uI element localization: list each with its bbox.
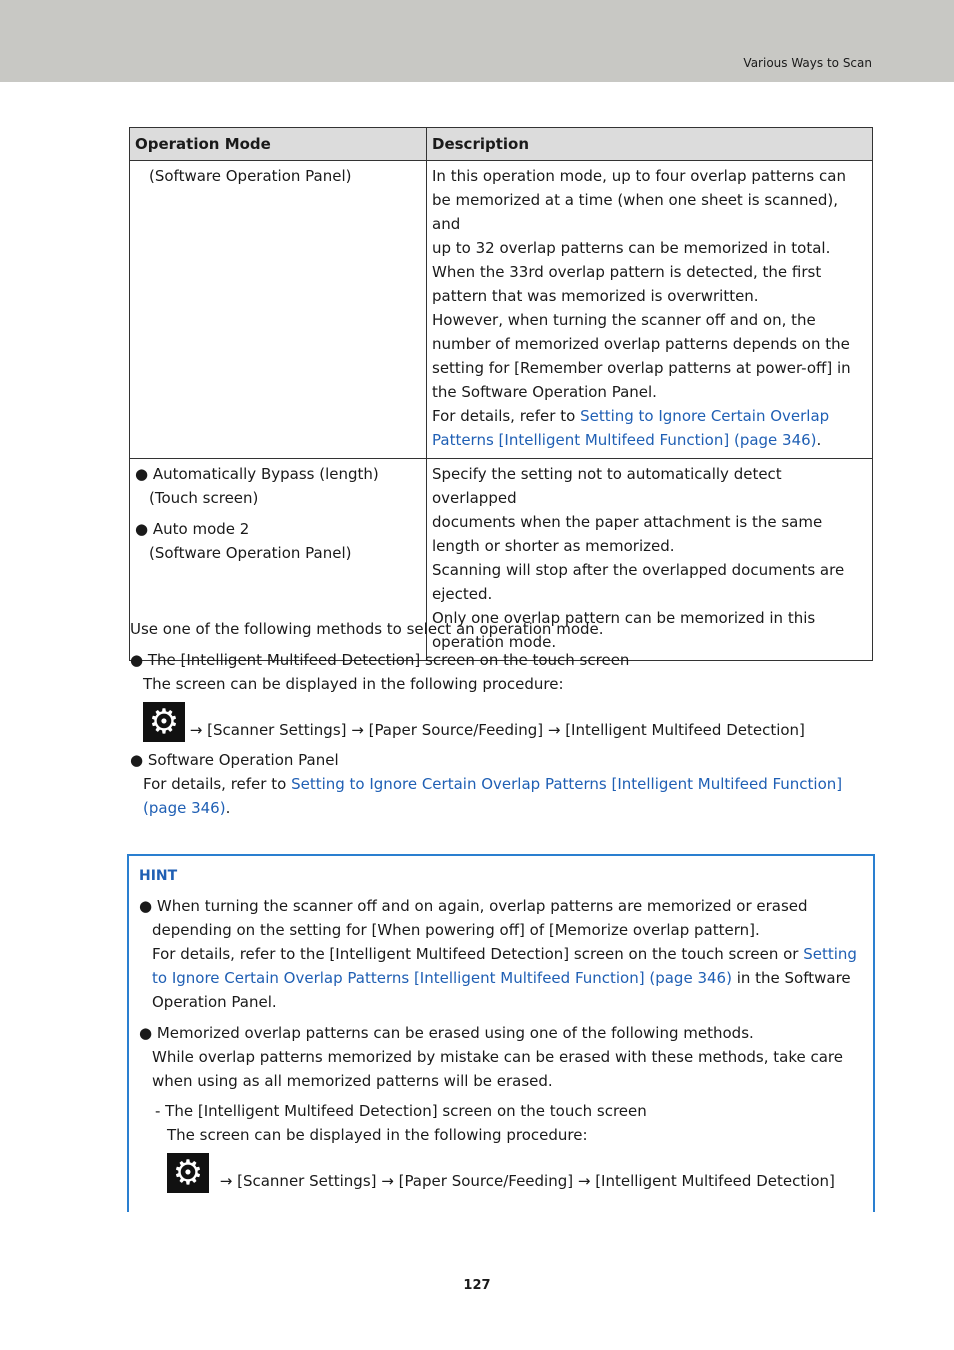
selection-methods bbox=[130, 617, 880, 820]
description-line: Only one overlap pattern can be memorized in this bbox=[432, 609, 816, 627]
method-bullet: ● Software Operation Panel bbox=[130, 751, 339, 769]
hint-text-prefix: For details, refer to the [Intelligent Multifeed Detection] screen on the touch screen or bbox=[152, 945, 804, 963]
gear-icon: ⚙ bbox=[167, 1153, 209, 1193]
table-row bbox=[130, 161, 873, 459]
hint-text bbox=[139, 942, 863, 966]
description-line: pattern that was memorized is overwritten. bbox=[432, 287, 759, 305]
page-number: 127 bbox=[463, 1278, 491, 1293]
page-header-band bbox=[0, 0, 954, 82]
gear-icon: ⚙ bbox=[143, 702, 185, 742]
description-line: be memorized at a time (when one sheet is scanned), and bbox=[432, 191, 838, 233]
reference-link[interactable]: Setting to Ignore Certain Overlap bbox=[580, 407, 830, 425]
procedure-text: → [Scanner Settings] → [Paper Source/Feeding] → [Intelligent Multifeed Detection] bbox=[189, 721, 805, 739]
description-line: In this operation mode, up to four overlap patterns can bbox=[432, 167, 846, 185]
mode-bullet-sub: (Touch screen) bbox=[149, 489, 259, 507]
hint-text: The screen can be displayed in the following procedure: bbox=[167, 1126, 588, 1144]
method-description: The screen can be displayed in the following procedure: bbox=[143, 675, 564, 693]
procedure-line bbox=[130, 702, 880, 742]
mode-cell bbox=[130, 161, 427, 459]
method-reference bbox=[130, 796, 880, 820]
description-line: documents when the paper attachment is the same bbox=[432, 513, 823, 531]
hint-bullet: ● Memorized overlap patterns can be erased using one of the following methods. bbox=[139, 1024, 754, 1042]
reference-suffix: . bbox=[816, 431, 822, 449]
reference-suffix: . bbox=[225, 799, 231, 817]
hint-box bbox=[127, 854, 875, 1212]
hint-text-suffix: in the Software bbox=[731, 969, 851, 987]
reference-line bbox=[432, 428, 867, 452]
column-header-operation-mode: Operation Mode bbox=[130, 128, 427, 161]
description-line: ejected. bbox=[432, 585, 493, 603]
method-bullet: ● The [Intelligent Multifeed Detection] screen on the touch screen bbox=[130, 651, 630, 669]
description-line: the Software Operation Panel. bbox=[432, 383, 657, 401]
description-line: Specify the setting not to automatically detect overlapped bbox=[432, 465, 782, 507]
description-line: number of memorized overlap patterns depends on the bbox=[432, 335, 850, 353]
description-line: When the 33rd overlap pattern is detected, the first bbox=[432, 263, 822, 281]
description-line: up to 32 overlap patterns can be memorized in total. bbox=[432, 239, 831, 257]
hint-text: when using as all memorized patterns will be erased. bbox=[152, 1072, 553, 1090]
reference-prefix: For details, refer to bbox=[143, 775, 292, 793]
column-header-description: Description bbox=[427, 128, 873, 161]
intro-text: Use one of the following methods to select an operation mode. bbox=[130, 620, 604, 638]
reference-link[interactable]: to Ignore Certain Overlap Patterns [Intelligent Multifeed Function] (page 346) bbox=[152, 969, 732, 987]
description-line: setting for [Remember overlap patterns at power-off] in bbox=[432, 359, 851, 377]
table-header-row bbox=[130, 128, 873, 161]
operation-mode-table bbox=[129, 127, 873, 661]
method-reference bbox=[130, 772, 880, 796]
procedure-line bbox=[139, 1153, 863, 1193]
reference-link[interactable]: Setting bbox=[803, 945, 857, 963]
mode-text: (Software Operation Panel) bbox=[149, 167, 352, 185]
mode-bullet: ● Automatically Bypass (length) bbox=[135, 465, 379, 483]
procedure-text: → [Scanner Settings] → [Paper Source/Feeding] → [Intelligent Multifeed Detection] bbox=[219, 1172, 835, 1190]
hint-bullet: ● When turning the scanner off and on again, overlap patterns are memorized or erased bbox=[139, 897, 808, 915]
section-title: Various Ways to Scan bbox=[743, 56, 872, 70]
description-line: However, when turning the scanner off and on, the bbox=[432, 311, 816, 329]
hint-text: While overlap patterns memorized by mistake can be erased with these methods, take care bbox=[152, 1048, 843, 1066]
reference-link[interactable]: (page 346) bbox=[143, 799, 226, 817]
reference-line bbox=[432, 404, 867, 428]
hint-text: depending on the setting for [When powering off] of [Memorize overlap pattern]. bbox=[152, 921, 760, 939]
reference-link[interactable]: Patterns [Intelligent Multifeed Function] (page 346) bbox=[432, 431, 817, 449]
description-line: length or shorter as memorized. bbox=[432, 537, 675, 555]
hint-dash-item: - The [Intelligent Multifeed Detection] screen on the touch screen bbox=[155, 1102, 647, 1120]
description-line: operation mode. bbox=[432, 633, 557, 651]
hint-text: Operation Panel. bbox=[152, 993, 277, 1011]
description-line: Scanning will stop after the overlapped documents are bbox=[432, 561, 845, 579]
reference-link[interactable]: Setting to Ignore Certain Overlap Patterns [Intelligent Multifeed Function] bbox=[291, 775, 843, 793]
reference-prefix: For details, refer to bbox=[432, 407, 581, 425]
mode-bullet: ● Auto mode 2 bbox=[135, 520, 250, 538]
description-cell bbox=[427, 161, 873, 459]
hint-label: HINT bbox=[139, 868, 178, 884]
hint-text bbox=[139, 966, 863, 990]
mode-bullet-sub: (Software Operation Panel) bbox=[149, 544, 352, 562]
